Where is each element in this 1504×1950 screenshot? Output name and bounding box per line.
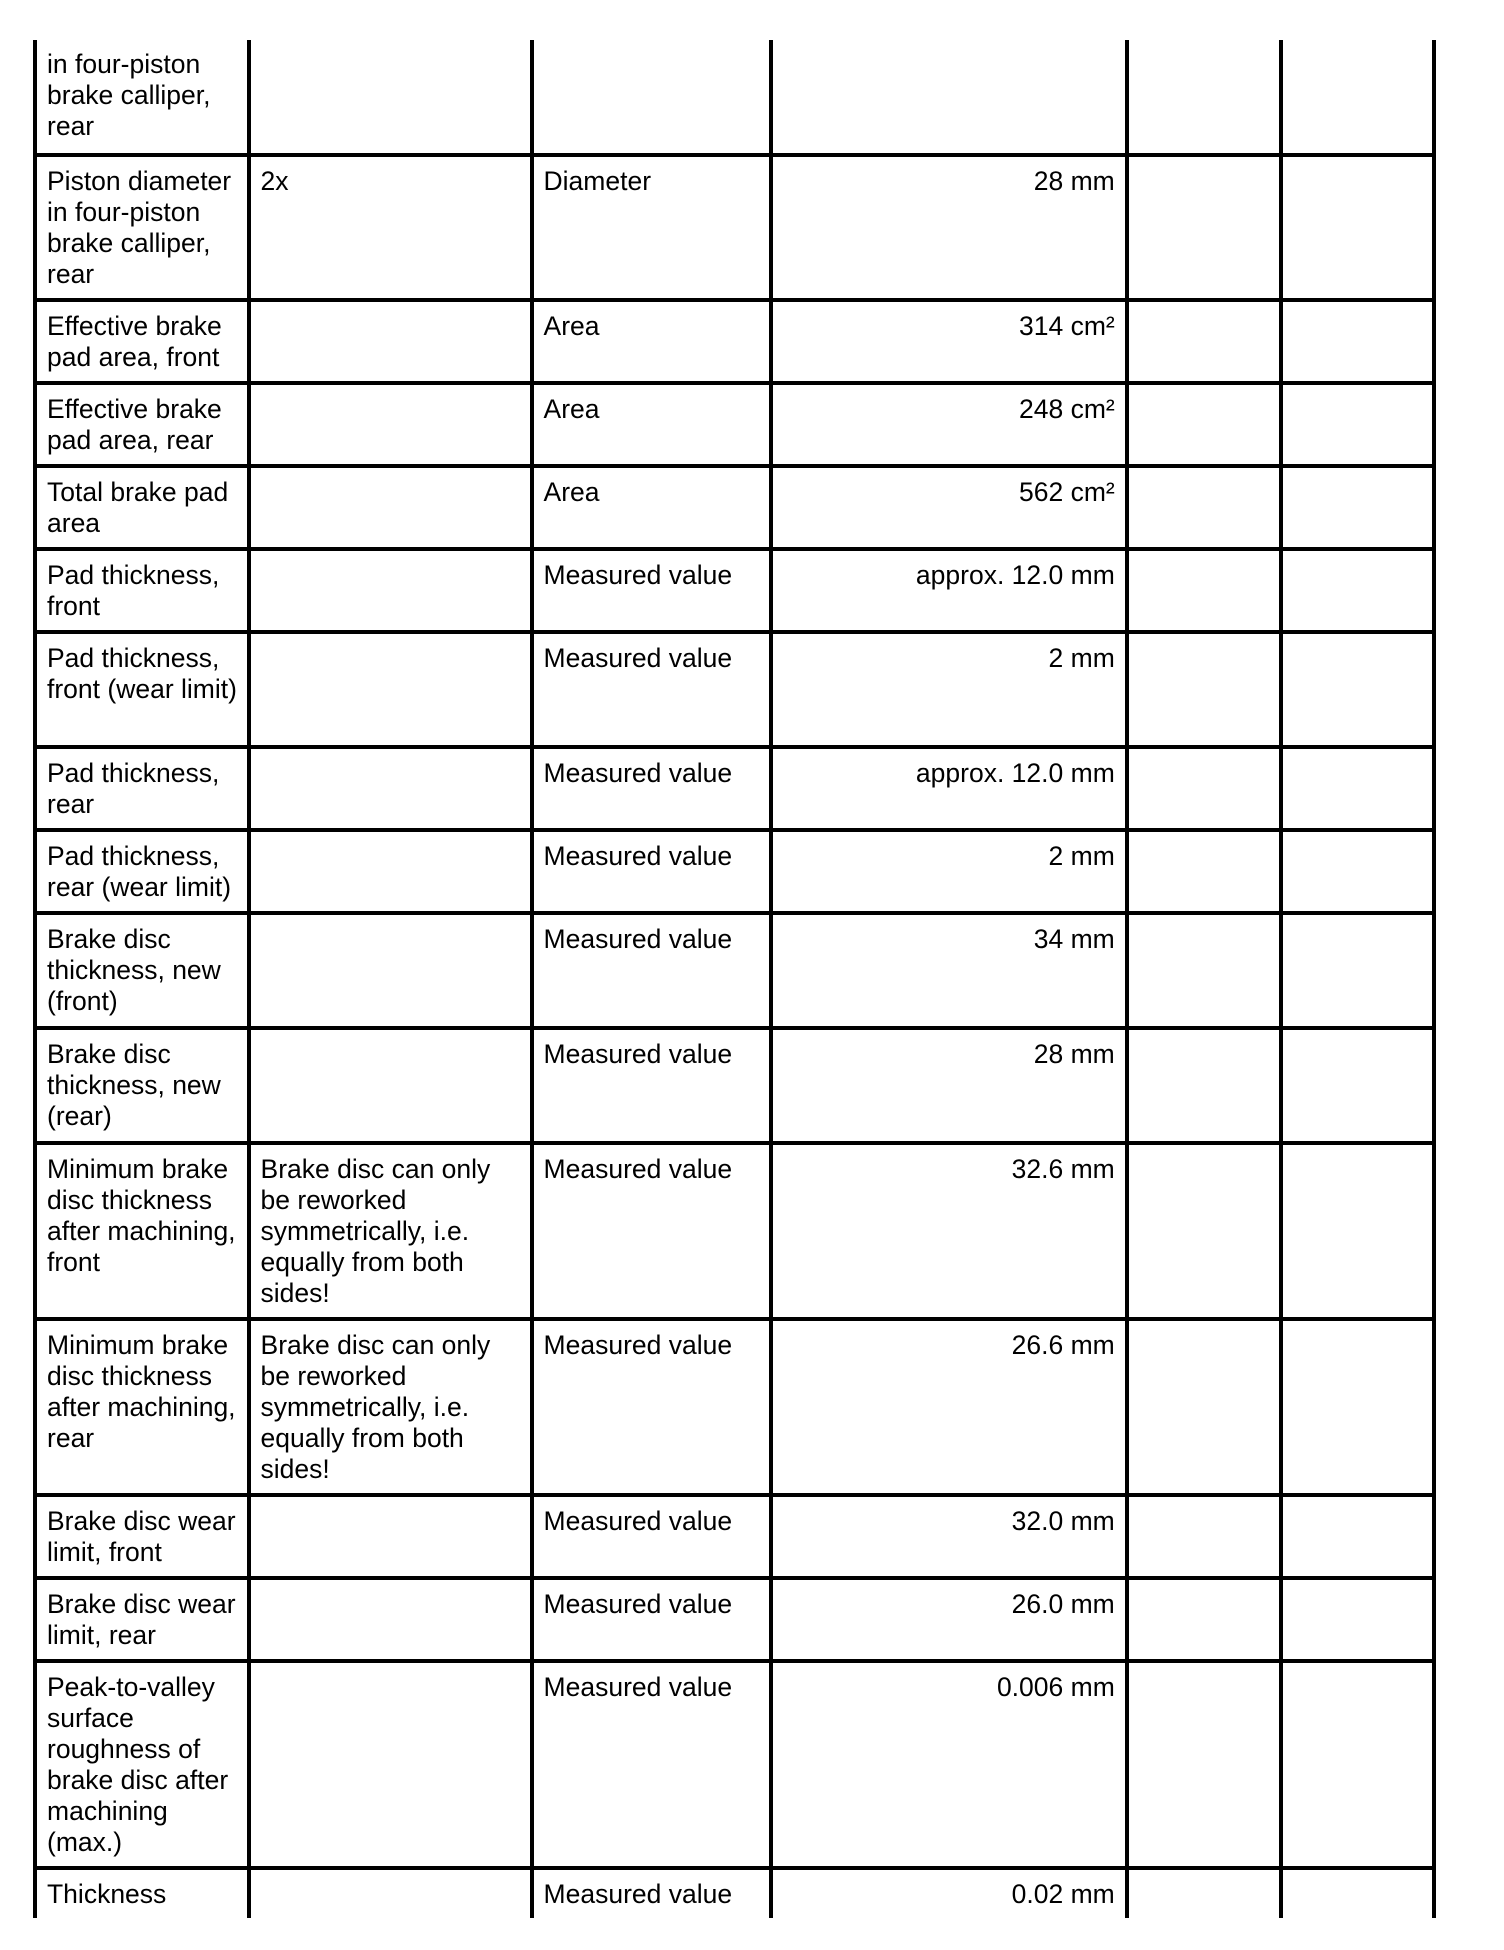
- cell-parameter: Piston diameter in four-piston brake calliper, rear: [35, 155, 249, 300]
- cell-parameter: Pad thickness, front: [35, 549, 249, 632]
- cell-note: [249, 1028, 532, 1143]
- cell-empty: [1281, 1495, 1434, 1578]
- cell-parameter: Thickness: [35, 1868, 249, 1918]
- table-row: [35, 300, 1434, 383]
- table-row: [35, 155, 1434, 300]
- cell-note: 2x: [249, 155, 532, 300]
- cell-type: Measured value: [532, 1143, 772, 1319]
- cell-parameter: Pad thickness, rear (wear limit): [35, 830, 249, 913]
- cell-empty: [1127, 1661, 1281, 1868]
- cell-type: Measured value: [532, 1661, 772, 1868]
- cell-empty: [1281, 1028, 1434, 1143]
- table-row: [35, 1319, 1434, 1495]
- cell-note: [249, 913, 532, 1028]
- cell-parameter: Brake disc wear limit, front: [35, 1495, 249, 1578]
- table-row: [35, 1028, 1434, 1143]
- cell-empty: [1127, 1868, 1281, 1918]
- cell-empty: [1281, 155, 1434, 300]
- cell-note: [249, 300, 532, 383]
- cell-value: 562 cm²: [771, 466, 1127, 549]
- cell-type: Measured value: [532, 1578, 772, 1661]
- cell-empty: [1281, 1319, 1434, 1495]
- table-row: [35, 1495, 1434, 1578]
- cell-parameter: Peak-to-valley surface roughness of brake disc after machining (max.): [35, 1661, 249, 1868]
- cell-empty: [1127, 830, 1281, 913]
- cell-note: [249, 40, 532, 155]
- cell-empty: [1281, 1143, 1434, 1319]
- cell-note: Brake disc can only be reworked symmetrically, i.e. equally from both sides!: [249, 1143, 532, 1319]
- cell-type: Measured value: [532, 549, 772, 632]
- cell-note: Brake disc can only be reworked symmetrically, i.e. equally from both sides!: [249, 1319, 532, 1495]
- cell-value: 0.006 mm: [771, 1661, 1127, 1868]
- table-row: [35, 747, 1434, 830]
- cell-empty: [1127, 632, 1281, 747]
- cell-value: [771, 40, 1127, 155]
- cell-note: [249, 1495, 532, 1578]
- cell-type: Measured value: [532, 1319, 772, 1495]
- cell-parameter: Brake disc wear limit, rear: [35, 1578, 249, 1661]
- cell-parameter: in four-piston brake calliper, rear: [35, 40, 249, 155]
- table-row: [35, 632, 1434, 747]
- cell-empty: [1281, 830, 1434, 913]
- cell-empty: [1127, 1578, 1281, 1661]
- cell-empty: [1281, 549, 1434, 632]
- cell-value: 32.0 mm: [771, 1495, 1127, 1578]
- cell-empty: [1127, 383, 1281, 466]
- cell-value: approx. 12.0 mm: [771, 747, 1127, 830]
- cell-value: 28 mm: [771, 1028, 1127, 1143]
- cell-value: 248 cm²: [771, 383, 1127, 466]
- cell-empty: [1281, 747, 1434, 830]
- cell-parameter: Brake disc thickness, new (rear): [35, 1028, 249, 1143]
- cell-empty: [1281, 632, 1434, 747]
- cell-note: [249, 1578, 532, 1661]
- cell-parameter: Brake disc thickness, new (front): [35, 913, 249, 1028]
- cell-type: Measured value: [532, 1495, 772, 1578]
- cell-value: 26.0 mm: [771, 1578, 1127, 1661]
- cell-empty: [1281, 300, 1434, 383]
- cell-value: 28 mm: [771, 155, 1127, 300]
- cell-empty: [1127, 1319, 1281, 1495]
- cell-empty: [1127, 155, 1281, 300]
- cell-parameter: Pad thickness, front (wear limit): [35, 632, 249, 747]
- table-row: [35, 40, 1434, 155]
- cell-parameter: Effective brake pad area, rear: [35, 383, 249, 466]
- cell-type: Area: [532, 466, 772, 549]
- table-row: [35, 1661, 1434, 1868]
- cell-parameter: Effective brake pad area, front: [35, 300, 249, 383]
- cell-empty: [1281, 913, 1434, 1028]
- cell-empty: [1281, 383, 1434, 466]
- cell-empty: [1127, 466, 1281, 549]
- table-row: [35, 466, 1434, 549]
- cell-empty: [1127, 300, 1281, 383]
- cell-type: Area: [532, 383, 772, 466]
- cell-type: Measured value: [532, 913, 772, 1028]
- cell-parameter: Total brake pad area: [35, 466, 249, 549]
- cell-note: [249, 632, 532, 747]
- cell-empty: [1281, 40, 1434, 155]
- cell-value: 314 cm²: [771, 300, 1127, 383]
- cell-parameter: Pad thickness, rear: [35, 747, 249, 830]
- cell-empty: [1127, 1143, 1281, 1319]
- table-row: [35, 1868, 1434, 1918]
- cell-note: [249, 1661, 532, 1868]
- cell-empty: [1127, 1028, 1281, 1143]
- cell-type: Diameter: [532, 155, 772, 300]
- cell-value: 34 mm: [771, 913, 1127, 1028]
- cell-type: Area: [532, 300, 772, 383]
- cell-empty: [1127, 913, 1281, 1028]
- table-row: [35, 830, 1434, 913]
- cell-type: Measured value: [532, 747, 772, 830]
- brake-spec-table: [33, 40, 1436, 1918]
- cell-type: Measured value: [532, 830, 772, 913]
- cell-note: [249, 830, 532, 913]
- cell-value: approx. 12.0 mm: [771, 549, 1127, 632]
- table-row: [35, 1143, 1434, 1319]
- cell-value: 26.6 mm: [771, 1319, 1127, 1495]
- cell-value: 32.6 mm: [771, 1143, 1127, 1319]
- cell-empty: [1281, 1578, 1434, 1661]
- cell-parameter: Minimum brake disc thickness after machining, front: [35, 1143, 249, 1319]
- table-body: [35, 40, 1434, 1918]
- cell-note: [249, 466, 532, 549]
- cell-empty: [1127, 549, 1281, 632]
- cell-empty: [1281, 466, 1434, 549]
- cell-type: Measured value: [532, 1028, 772, 1143]
- cell-value: 2 mm: [771, 632, 1127, 747]
- table-row: [35, 383, 1434, 466]
- cell-empty: [1281, 1868, 1434, 1918]
- table-row: [35, 1578, 1434, 1661]
- cell-empty: [1127, 1495, 1281, 1578]
- cell-empty: [1127, 40, 1281, 155]
- cell-note: [249, 747, 532, 830]
- table-row: [35, 549, 1434, 632]
- cell-empty: [1127, 747, 1281, 830]
- cell-note: [249, 549, 532, 632]
- cell-note: [249, 383, 532, 466]
- cell-type: Measured value: [532, 1868, 772, 1918]
- cell-type: Measured value: [532, 632, 772, 747]
- cell-note: [249, 1868, 532, 1918]
- cell-type: [532, 40, 772, 155]
- cell-empty: [1281, 1661, 1434, 1868]
- cell-parameter: Minimum brake disc thickness after machining, rear: [35, 1319, 249, 1495]
- cell-value: 0.02 mm: [771, 1868, 1127, 1918]
- table-row: [35, 913, 1434, 1028]
- cell-value: 2 mm: [771, 830, 1127, 913]
